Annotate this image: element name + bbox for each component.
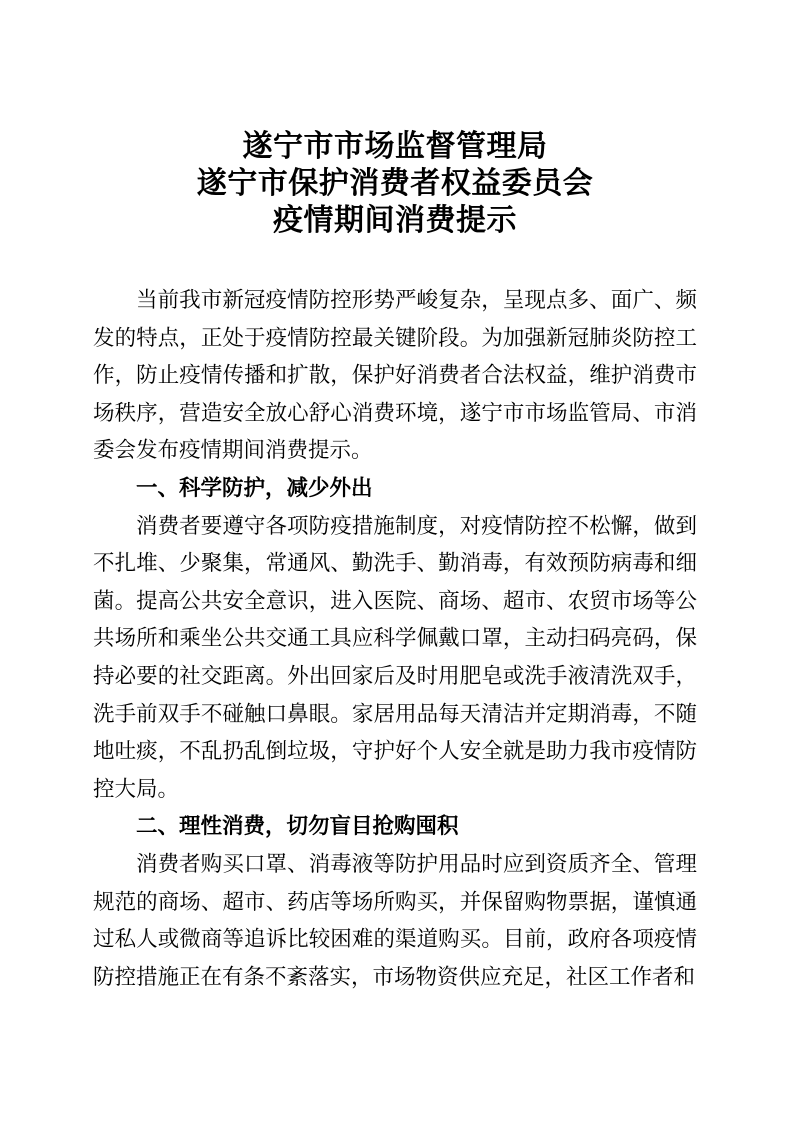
document-body [93,282,697,996]
section-2-heading: 二、理性消费，切勿盲目抢购囤积 [136,814,459,839]
title-line-2: 遂宁市保护消费者权益委员会 [196,167,594,200]
document-title [93,128,697,239]
paragraph-intro: 当前我市新冠疫情防控形势严峻复杂，呈现点多、面广、频发的特点，正处于疫情防控最关键阶段。为加强新冠肺炎防控工作，防止疫情传播和扩散，保护好消费者合法权益，维护消费市场秩序，营造安全放心舒心消费环境，遂宁市市场监管局、市消委会发布疫情期间消费提示。 [93,288,697,463]
section-1-heading: 一、科学防护，减少外出 [136,475,373,500]
paragraph-section-1: 消费者要遵守各项防疫措施制度，对疫情防控不松懈，做到不扎堆、少聚集，常通风、勤洗手、勤消毒，有效预防病毒和细菌。提高公共安全意识，进入医院、商场、超市、农贸市场等公共场所和乘坐公共交通工具应科学佩戴口罩，主动扫码亮码，保持必要的社交距离。外出回家后及时用肥皂或洗手液清洗双手，洗手前双手不碰触口鼻眼。家居用品每天清洁并定期消毒，不随地吐痰，不乱扔乱倒垃圾，守护好个人安全就是助力我市疫情防控大局。 [93,513,697,801]
document-content [93,128,697,996]
title-line-3: 疫情期间消费提示 [273,204,517,237]
title-line-1: 遂宁市市场监督管理局 [242,130,548,163]
paragraph-section-2: 消费者购买口罩、消毒液等防护用品时应到资质齐全、管理规范的商场、超市、药店等场所购买，并保留购物票据，谨慎通过私人或微商等追诉比较困难的渠道购买。目前，政府各项疫情防控措施正在有条不紊落实，市场物资供应充足，社区工作者和 [93,851,697,989]
